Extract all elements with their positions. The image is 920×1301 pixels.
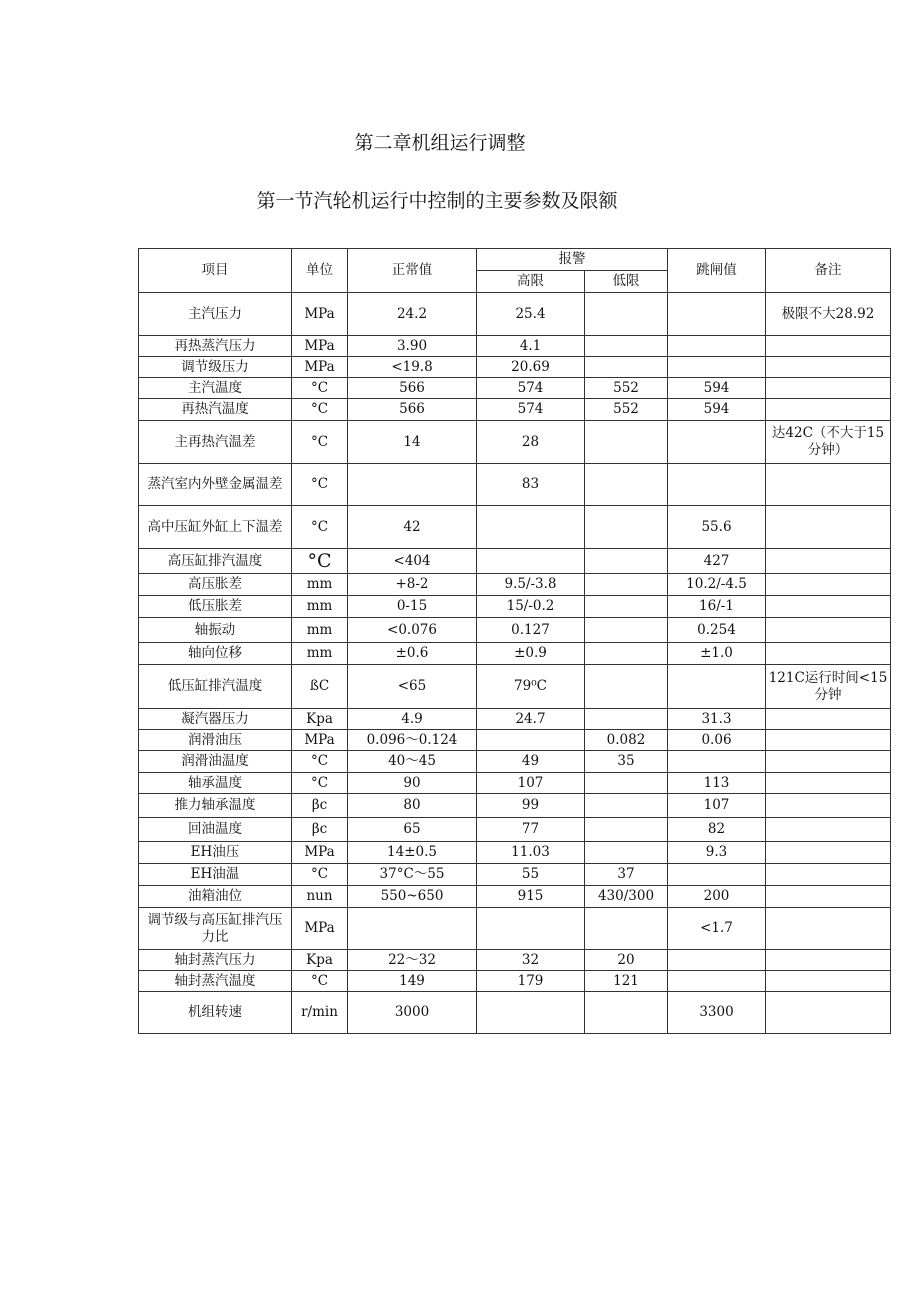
cell-unit: mm xyxy=(292,643,348,665)
cell-low xyxy=(585,506,668,549)
cell-trip: 31.3 xyxy=(668,709,766,730)
cell-note xyxy=(766,773,891,794)
cell-item: 高压胀差 xyxy=(139,574,292,596)
cell-low xyxy=(585,549,668,574)
cell-normal: +8-2 xyxy=(348,574,477,596)
cell-trip: 10.2/-4.5 xyxy=(668,574,766,596)
cell-low xyxy=(585,665,668,709)
cell-trip xyxy=(668,864,766,886)
cell-trip xyxy=(668,421,766,464)
cell-note xyxy=(766,506,891,549)
cell-item: 调节级与高压缸排汽压力比 xyxy=(139,908,292,950)
cell-high xyxy=(477,506,585,549)
cell-low xyxy=(585,574,668,596)
cell-high: 32 xyxy=(477,950,585,971)
cell-high: 4.1 xyxy=(477,336,585,357)
cell-high: 77 xyxy=(477,818,585,842)
cell-note xyxy=(766,643,891,665)
cell-item: 轴承温度 xyxy=(139,773,292,794)
cell-unit: MPa xyxy=(292,336,348,357)
cell-trip: 0.254 xyxy=(668,618,766,643)
cell-high: 9.5/-3.8 xyxy=(477,574,585,596)
cell-unit: mm xyxy=(292,574,348,596)
cell-item: 轴封蒸汽压力 xyxy=(139,950,292,971)
cell-normal: 566 xyxy=(348,378,477,399)
cell-trip: 200 xyxy=(668,886,766,908)
header-alarm-high: 高限 xyxy=(477,271,585,293)
cell-item: 轴向位移 xyxy=(139,643,292,665)
cell-high xyxy=(477,549,585,574)
cell-low: 121 xyxy=(585,971,668,992)
cell-high xyxy=(477,992,585,1034)
cell-trip: 0.06 xyxy=(668,730,766,751)
table-row xyxy=(139,818,891,842)
cell-item: 主再热汽温差 xyxy=(139,421,292,464)
cell-normal: 3.90 xyxy=(348,336,477,357)
cell-item: EH油温 xyxy=(139,864,292,886)
table-row xyxy=(139,971,891,992)
table-row xyxy=(139,596,891,618)
cell-normal xyxy=(348,908,477,950)
cell-normal: 4.9 xyxy=(348,709,477,730)
cell-low: 552 xyxy=(585,378,668,399)
cell-low xyxy=(585,357,668,378)
cell-note xyxy=(766,618,891,643)
cell-note xyxy=(766,908,891,950)
cell-unit: MPa xyxy=(292,842,348,864)
table-row xyxy=(139,506,891,549)
cell-normal: 24.2 xyxy=(348,293,477,336)
cell-high: 574 xyxy=(477,399,585,421)
cell-note xyxy=(766,399,891,421)
cell-unit: °C xyxy=(292,464,348,506)
cell-trip: <1.7 xyxy=(668,908,766,950)
header-item: 项目 xyxy=(139,249,292,293)
cell-low xyxy=(585,992,668,1034)
cell-low: 430/300 xyxy=(585,886,668,908)
cell-note xyxy=(766,336,891,357)
cell-low: 20 xyxy=(585,950,668,971)
cell-note: 121C运行时间<15分钟 xyxy=(766,665,891,709)
cell-item: 再热汽温度 xyxy=(139,399,292,421)
cell-item: 油箱油位 xyxy=(139,886,292,908)
cell-low: 35 xyxy=(585,751,668,773)
cell-unit: ßC xyxy=(292,665,348,709)
cell-low xyxy=(585,709,668,730)
cell-normal: <19.8 xyxy=(348,357,477,378)
cell-normal: 0-15 xyxy=(348,596,477,618)
cell-low xyxy=(585,596,668,618)
cell-trip: 82 xyxy=(668,818,766,842)
header-normal: 正常值 xyxy=(348,249,477,293)
cell-item: 主汽压力 xyxy=(139,293,292,336)
cell-high: 20.69 xyxy=(477,357,585,378)
cell-note xyxy=(766,549,891,574)
cell-unit: nun xyxy=(292,886,348,908)
table-row xyxy=(139,378,891,399)
cell-item: 润滑油温度 xyxy=(139,751,292,773)
cell-normal: <0.076 xyxy=(348,618,477,643)
cell-item: 低压胀差 xyxy=(139,596,292,618)
cell-normal: 90 xyxy=(348,773,477,794)
table-row xyxy=(139,773,891,794)
table-row xyxy=(139,886,891,908)
cell-note xyxy=(766,751,891,773)
cell-normal: 37°C～55 xyxy=(348,864,477,886)
cell-trip xyxy=(668,950,766,971)
cell-note xyxy=(766,464,891,506)
cell-normal: <65 xyxy=(348,665,477,709)
table-body xyxy=(139,293,891,1034)
cell-normal: 566 xyxy=(348,399,477,421)
cell-low: 37 xyxy=(585,864,668,886)
table-row xyxy=(139,399,891,421)
cell-unit: °C xyxy=(292,773,348,794)
cell-unit: MPa xyxy=(292,357,348,378)
table-row xyxy=(139,709,891,730)
cell-item: 主汽温度 xyxy=(139,378,292,399)
cell-trip xyxy=(668,665,766,709)
section-title: 第一节汽轮机运行中控制的主要参数及限额 xyxy=(256,190,618,212)
cell-item: EH油压 xyxy=(139,842,292,864)
cell-note xyxy=(766,794,891,818)
cell-low xyxy=(585,818,668,842)
cell-unit: mm xyxy=(292,596,348,618)
cell-unit: °C xyxy=(292,864,348,886)
cell-trip: 16/-1 xyxy=(668,596,766,618)
cell-item: 轴封蒸汽温度 xyxy=(139,971,292,992)
cell-unit: °C xyxy=(292,751,348,773)
cell-note xyxy=(766,730,891,751)
cell-item: 低压缸排汽温度 xyxy=(139,665,292,709)
cell-item: 高中压缸外缸上下温差 xyxy=(139,506,292,549)
cell-trip xyxy=(668,751,766,773)
cell-high: ±0.9 xyxy=(477,643,585,665)
cell-high: 55 xyxy=(477,864,585,886)
table-row xyxy=(139,643,891,665)
cell-unit: βc xyxy=(292,794,348,818)
cell-high xyxy=(477,908,585,950)
cell-note xyxy=(766,818,891,842)
header-alarm-low: 低限 xyxy=(585,271,668,293)
cell-unit: °C xyxy=(292,971,348,992)
cell-trip: 107 xyxy=(668,794,766,818)
cell-item: 调节级压力 xyxy=(139,357,292,378)
cell-note: 达42C（不大于15分钟） xyxy=(766,421,891,464)
cell-normal: <404 xyxy=(348,549,477,574)
cell-high: 11.03 xyxy=(477,842,585,864)
cell-unit: Kpa xyxy=(292,709,348,730)
cell-high: 179 xyxy=(477,971,585,992)
cell-item: 机组转速 xyxy=(139,992,292,1034)
cell-trip: 594 xyxy=(668,399,766,421)
cell-trip: 3300 xyxy=(668,992,766,1034)
cell-low xyxy=(585,794,668,818)
cell-unit: MPa xyxy=(292,730,348,751)
cell-high: 107 xyxy=(477,773,585,794)
cell-high: 15/-0.2 xyxy=(477,596,585,618)
cell-note xyxy=(766,842,891,864)
cell-note xyxy=(766,950,891,971)
cell-trip xyxy=(668,293,766,336)
cell-normal: 149 xyxy=(348,971,477,992)
cell-low xyxy=(585,908,668,950)
table-row xyxy=(139,730,891,751)
table-row xyxy=(139,908,891,950)
table-row xyxy=(139,864,891,886)
cell-normal: 42 xyxy=(348,506,477,549)
cell-normal: 550~650 xyxy=(348,886,477,908)
chapter-title: 第二章机组运行调整 xyxy=(354,132,526,154)
cell-item: 推力轴承温度 xyxy=(139,794,292,818)
cell-trip: 9.3 xyxy=(668,842,766,864)
cell-normal: 40～45 xyxy=(348,751,477,773)
cell-low xyxy=(585,773,668,794)
cell-note xyxy=(766,709,891,730)
table-row xyxy=(139,842,891,864)
cell-unit: MPa xyxy=(292,293,348,336)
cell-high xyxy=(477,730,585,751)
cell-normal: 22～32 xyxy=(348,950,477,971)
cell-unit: °C xyxy=(292,549,348,574)
table-row xyxy=(139,549,891,574)
table-row xyxy=(139,421,891,464)
cell-note: 极限不大28.92 xyxy=(766,293,891,336)
cell-low xyxy=(585,842,668,864)
cell-trip: 594 xyxy=(668,378,766,399)
cell-note xyxy=(766,864,891,886)
cell-note xyxy=(766,971,891,992)
cell-normal: 14±0.5 xyxy=(348,842,477,864)
cell-item: 高压缸排汽温度 xyxy=(139,549,292,574)
cell-note xyxy=(766,886,891,908)
cell-low: 552 xyxy=(585,399,668,421)
cell-high: 28 xyxy=(477,421,585,464)
table-row xyxy=(139,464,891,506)
table-row xyxy=(139,665,891,709)
parameter-limits-table xyxy=(138,248,891,1034)
cell-trip xyxy=(668,464,766,506)
cell-low xyxy=(585,336,668,357)
cell-trip: 427 xyxy=(668,549,766,574)
table-row xyxy=(139,336,891,357)
cell-normal: 0.096～0.124 xyxy=(348,730,477,751)
cell-low xyxy=(585,618,668,643)
table-row xyxy=(139,574,891,596)
cell-low xyxy=(585,421,668,464)
cell-item: 轴振动 xyxy=(139,618,292,643)
cell-item: 回油温度 xyxy=(139,818,292,842)
header-trip: 跳闸值 xyxy=(668,249,766,293)
table-row xyxy=(139,794,891,818)
cell-unit: °C xyxy=(292,506,348,549)
cell-high: 24.7 xyxy=(477,709,585,730)
cell-high: 99 xyxy=(477,794,585,818)
cell-trip: ±1.0 xyxy=(668,643,766,665)
cell-item: 再热蒸汽压力 xyxy=(139,336,292,357)
cell-low: 0.082 xyxy=(585,730,668,751)
table-row xyxy=(139,751,891,773)
cell-normal: 65 xyxy=(348,818,477,842)
cell-item: 凝汽器压力 xyxy=(139,709,292,730)
cell-note xyxy=(766,574,891,596)
cell-high: 79⁰C xyxy=(477,665,585,709)
cell-low xyxy=(585,643,668,665)
cell-trip xyxy=(668,336,766,357)
table-row xyxy=(139,357,891,378)
cell-unit: °C xyxy=(292,378,348,399)
cell-high: 574 xyxy=(477,378,585,399)
table-row xyxy=(139,950,891,971)
cell-item: 蒸汽室内外壁金属温差 xyxy=(139,464,292,506)
cell-normal xyxy=(348,464,477,506)
cell-trip: 55.6 xyxy=(668,506,766,549)
cell-normal: 80 xyxy=(348,794,477,818)
cell-trip xyxy=(668,357,766,378)
cell-high: 83 xyxy=(477,464,585,506)
cell-item: 润滑油压 xyxy=(139,730,292,751)
cell-unit: °C xyxy=(292,421,348,464)
table-row xyxy=(139,992,891,1034)
cell-high: 25.4 xyxy=(477,293,585,336)
table-row xyxy=(139,293,891,336)
header-alarm: 报警 xyxy=(477,249,668,271)
cell-high: 0.127 xyxy=(477,618,585,643)
cell-unit: Kpa xyxy=(292,950,348,971)
cell-normal: 3000 xyxy=(348,992,477,1034)
cell-unit: βc xyxy=(292,818,348,842)
cell-low xyxy=(585,293,668,336)
cell-note xyxy=(766,357,891,378)
cell-high: 915 xyxy=(477,886,585,908)
cell-normal: ±0.6 xyxy=(348,643,477,665)
header-unit: 单位 xyxy=(292,249,348,293)
cell-trip xyxy=(668,971,766,992)
cell-unit: mm xyxy=(292,618,348,643)
cell-low xyxy=(585,464,668,506)
cell-unit: MPa xyxy=(292,908,348,950)
cell-trip: 113 xyxy=(668,773,766,794)
cell-note xyxy=(766,992,891,1034)
cell-unit: °C xyxy=(292,399,348,421)
cell-normal: 14 xyxy=(348,421,477,464)
cell-high: 49 xyxy=(477,751,585,773)
table-row xyxy=(139,618,891,643)
header-note: 备注 xyxy=(766,249,891,293)
cell-note xyxy=(766,378,891,399)
cell-note xyxy=(766,596,891,618)
cell-unit: r/min xyxy=(292,992,348,1034)
